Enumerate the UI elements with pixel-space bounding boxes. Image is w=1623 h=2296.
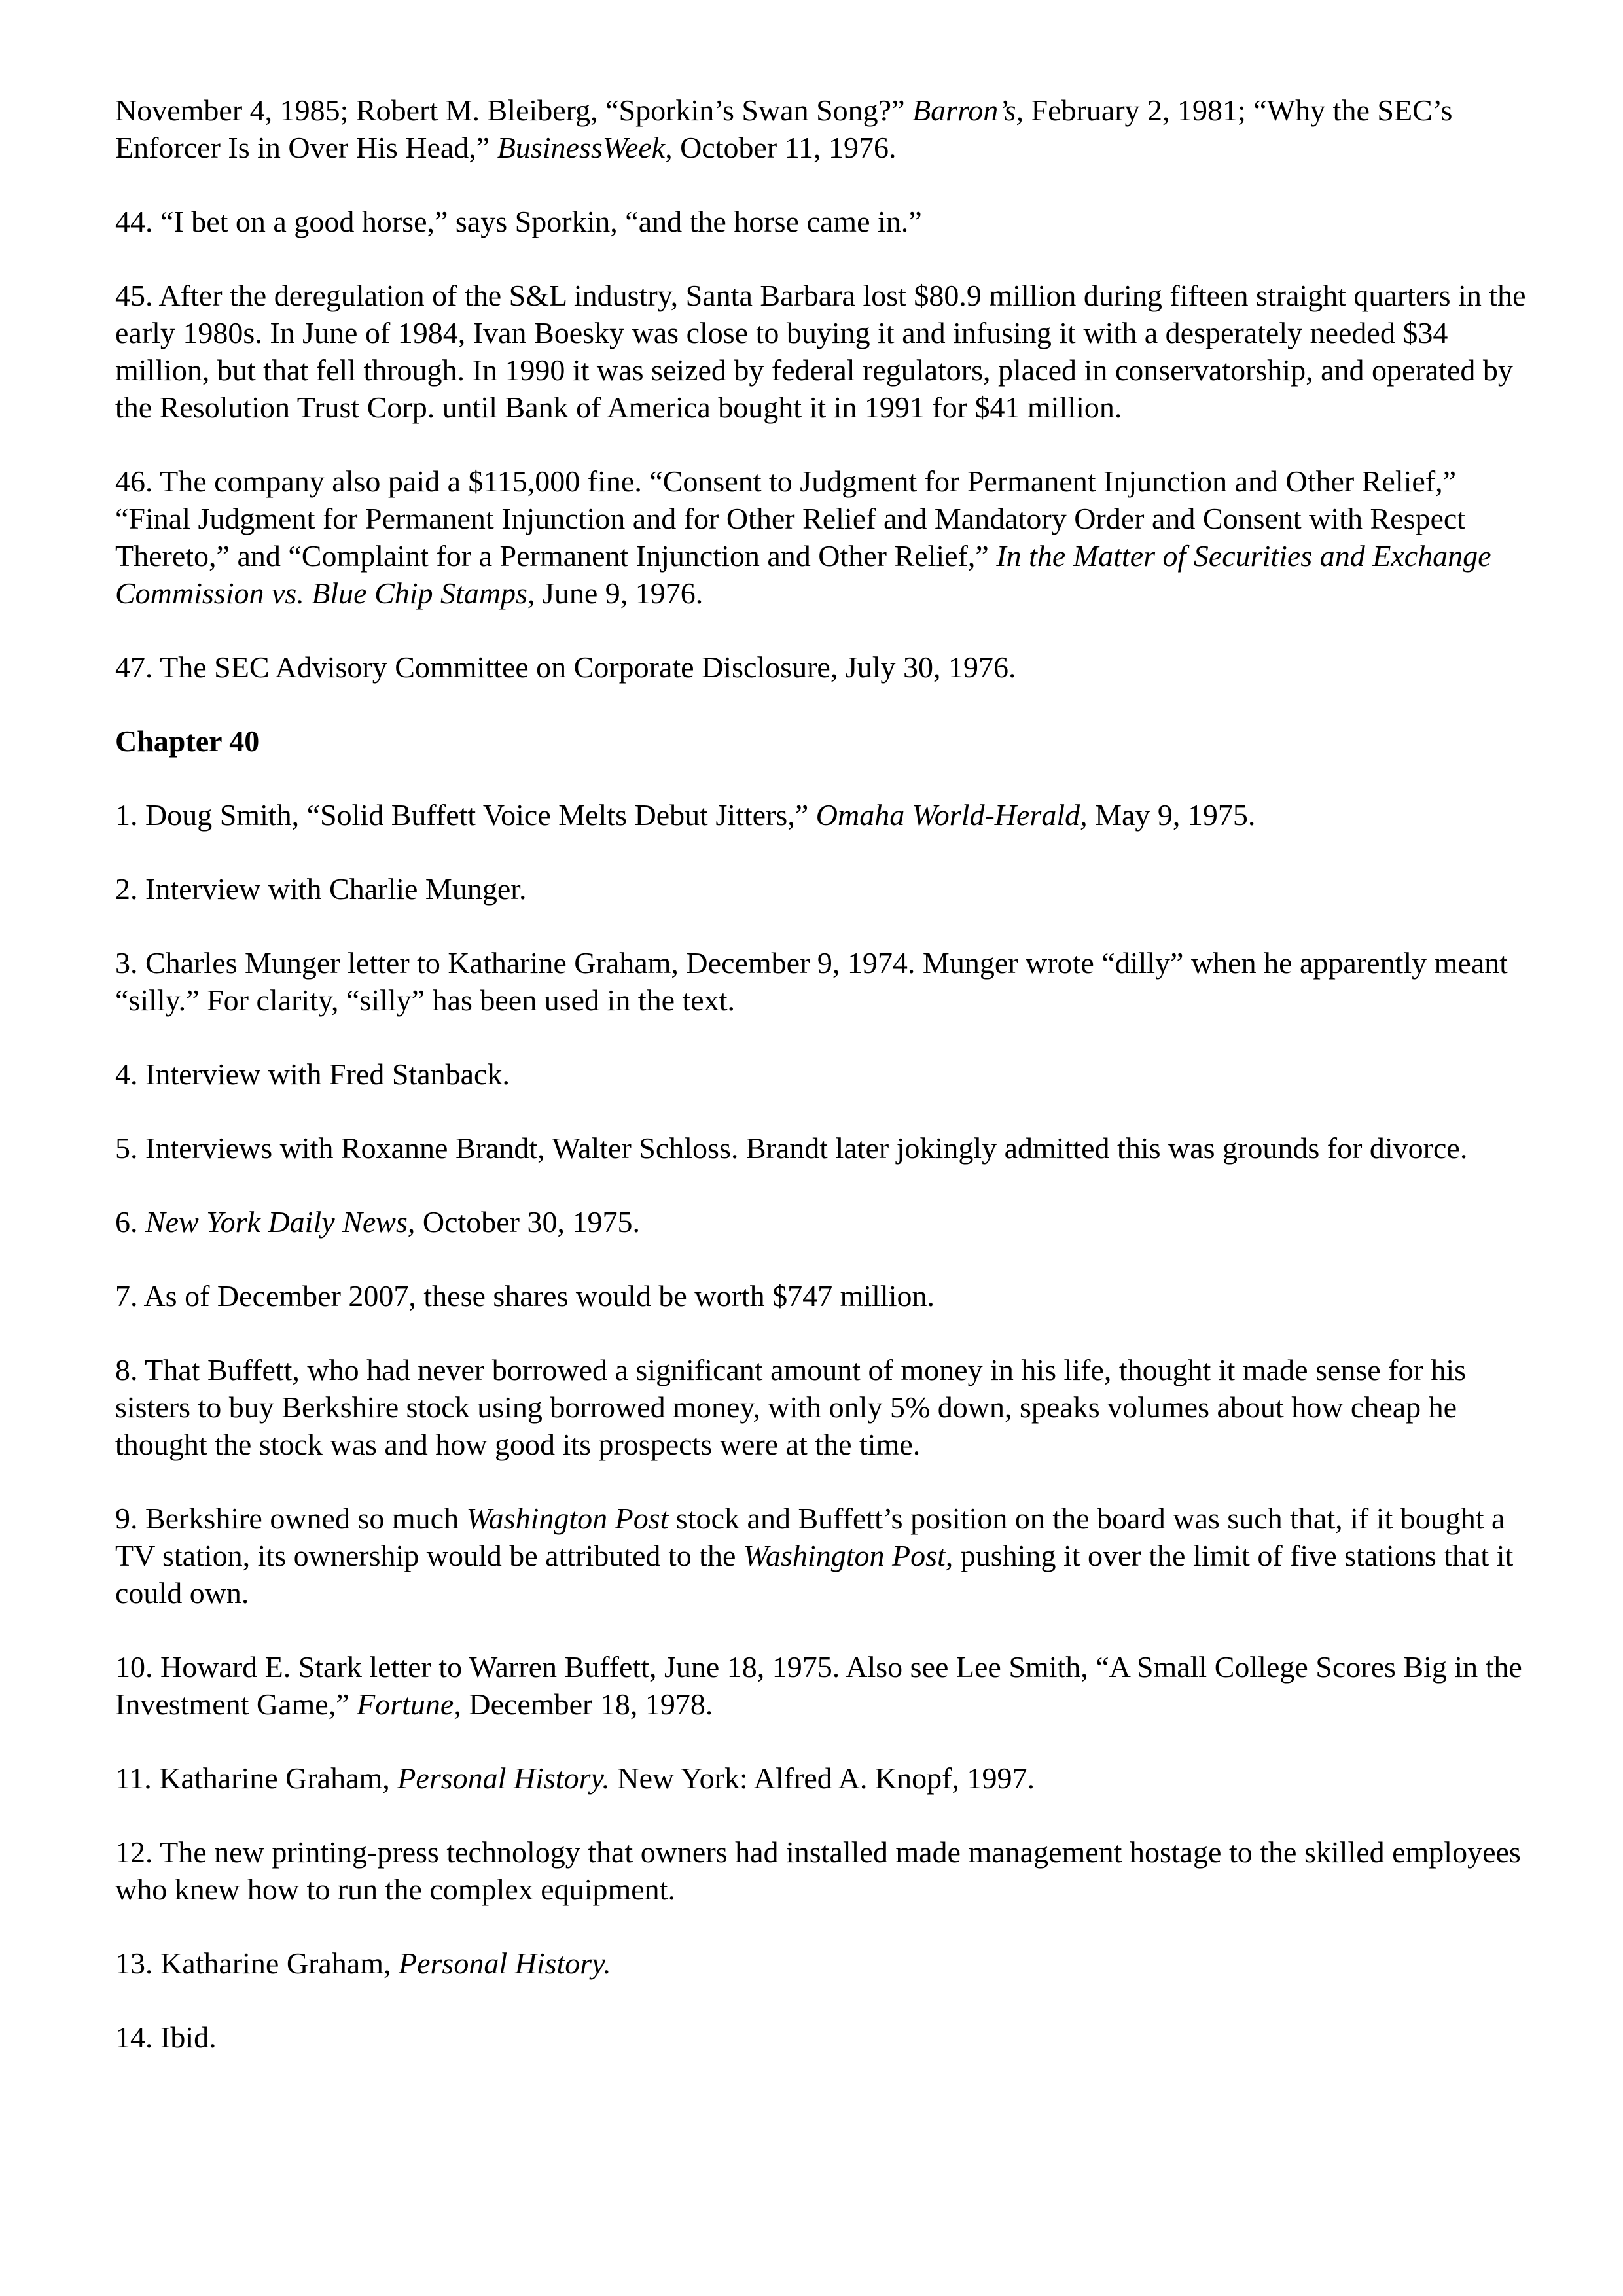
footnote-text: 9. Berkshire owned so much	[115, 1502, 467, 1535]
footnote-paragraph	[115, 796, 1529, 834]
document-page	[115, 92, 1529, 2093]
footnote-paragraph	[115, 944, 1529, 1019]
footnote-text: 7. As of December 2007, these shares would be worth $747 million.	[115, 1279, 935, 1313]
footnote-italic-title: Personal History.	[397, 1761, 610, 1795]
footnote-text: May 9, 1975.	[1087, 798, 1256, 832]
footnote-text: 47. The SEC Advisory Committee on Corporate Disclosure, July 30, 1976.	[115, 650, 1016, 684]
footnote-paragraph	[115, 870, 1529, 908]
footnote-paragraph	[115, 1055, 1529, 1093]
footnote-text: 3. Charles Munger letter to Katharine Graham, December 9, 1974. Munger wrote “dilly” when he apparently meant “silly.” For clarity, “silly” has been used in the text.	[115, 946, 1508, 1017]
footnote-paragraph	[115, 1351, 1529, 1463]
footnote-italic-title: Personal History.	[399, 1947, 611, 1980]
footnote-text: New York: Alfred A. Knopf, 1997.	[609, 1761, 1035, 1795]
footnote-text: 2. Interview with Charlie Munger.	[115, 872, 527, 906]
footnote-text: October 30, 1975.	[415, 1205, 640, 1239]
footnote-text: 46. The company also paid a $115,000 fine. “Consent to Judgment for Permanent Injunction and Other Relief,” “Final Judgment for Permanent Injunction and for Other Relief and Mandatory Order and Consent with Respect Thereto,” and “Complaint for a Permanent Injunction and Other Relief,”	[115, 465, 1466, 573]
footnote-paragraph	[115, 1203, 1529, 1241]
footnote-paragraph	[115, 1648, 1529, 1723]
footnote-text: 45. After the deregulation of the S&L industry, Santa Barbara lost $80.9 million during fifteen straight quarters in the early 1980s. In June of 1984, Ivan Boesky was close to buying it and infusing it with a desperately needed $34 million, but that fell through. In 1990 it was seized by federal regulators, placed in conservatorship, and operated by the Resolution Trust Corp. until Bank of America bought it in 1991 for $41 million.	[115, 279, 1526, 424]
footnote-italic-title: Omaha World-Herald,	[815, 798, 1088, 832]
footnote-paragraph	[115, 1945, 1529, 1982]
footnote-text: December 18, 1978.	[461, 1687, 713, 1721]
footnote-paragraph	[115, 203, 1529, 240]
footnote-text: October 11, 1976.	[672, 131, 897, 164]
footnote-text: 12. The new printing-press technology that owners had installed made management hostage to the skilled employees who knew how to run the complex equipment.	[115, 1835, 1521, 1906]
footnote-italic-title: In the Matter of Securities and Exchange Commission vs. Blue Chip Stamps,	[115, 539, 1491, 610]
footnote-text: November 4, 1985; Robert M. Bleiberg, “Sporkin’s Swan Song?”	[115, 94, 913, 127]
footnote-text: 10. Howard E. Stark letter to Warren Buffett, June 18, 1975. Also see Lee Smith, “A Small College Scores Big in the Investment Game,”	[115, 1650, 1522, 1721]
footnote-text: February 2, 1981; “Why the SEC’s Enforcer Is in Over His Head,”	[115, 94, 1453, 164]
footnote-paragraph	[115, 2019, 1529, 2056]
footnote-text: 1. Doug Smith, “Solid Buffett Voice Melts Debut Jitters,”	[115, 798, 816, 832]
footnote-paragraph	[115, 1129, 1529, 1167]
footnote-italic-title: Washington Post	[466, 1502, 669, 1535]
footnote-italic-title: Barron’s,	[912, 94, 1024, 127]
footnote-paragraph	[115, 92, 1529, 166]
footnote-text: June 9, 1976.	[535, 576, 704, 610]
footnote-italic-title: New York Daily News,	[145, 1205, 416, 1239]
chapter-40-notes-section	[115, 796, 1529, 2056]
footnote-paragraph	[115, 463, 1529, 612]
footnote-text: 4. Interview with Fred Stanback.	[115, 1057, 510, 1091]
footnote-paragraph	[115, 648, 1529, 686]
footnote-text: 13. Katharine Graham,	[115, 1947, 399, 1980]
footnote-paragraph	[115, 277, 1529, 426]
footnote-text: 44. “I bet on a good horse,” says Sporkin, “and the horse came in.”	[115, 205, 922, 238]
footnote-italic-title: BusinessWeek,	[497, 131, 673, 164]
footnote-text: 14. Ibid.	[115, 2021, 217, 2054]
footnote-paragraph	[115, 1277, 1529, 1315]
footnote-paragraph	[115, 1759, 1529, 1797]
footnote-text: pushing it over the limit of five stations that it could own.	[115, 1539, 1514, 1610]
footnote-text: stock and Buffett’s position on the board was such that, if it bought a TV station, its ownership would be attributed to the	[115, 1502, 1505, 1572]
footnote-text: 11. Katharine Graham,	[115, 1761, 398, 1795]
notes-continued-section	[115, 92, 1529, 686]
footnote-text: 5. Interviews with Roxanne Brandt, Walter Schloss. Brandt later jokingly admitted this was grounds for divorce.	[115, 1131, 1468, 1165]
footnote-italic-title: Fortune,	[357, 1687, 461, 1721]
footnote-text: 8. That Buffett, who had never borrowed a significant amount of money in his life, thought it made sense for his sisters to buy Berkshire stock using borrowed money, with only 5% down, speaks volumes about how cheap he thought the stock was and how good its prospects were at the time.	[115, 1353, 1467, 1461]
footnote-paragraph	[115, 1500, 1529, 1612]
footnote-italic-title: Washington Post,	[743, 1539, 954, 1572]
footnote-paragraph	[115, 1833, 1529, 1908]
chapter-heading: Chapter 40	[115, 724, 260, 758]
footnote-text: 6.	[115, 1205, 145, 1239]
